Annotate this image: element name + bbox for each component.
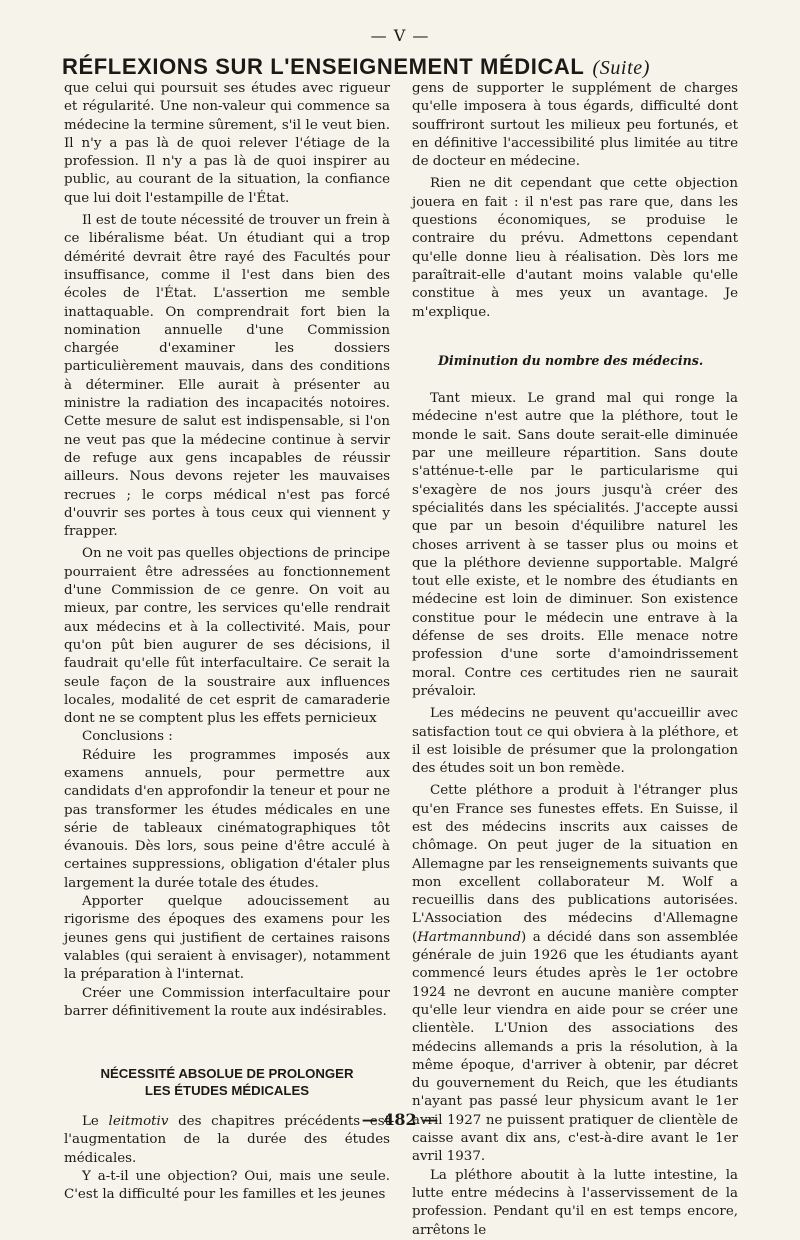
paragraph: Réduire les programmes imposés aux examens annuels, pour permettre aux candidats d'en approfondir la teneur et pour ne pas transformer les études médicales en une série de tableaux cinématographiques tôt évanouis. Dès lors, sous peine d'être acculé à certaines suppressions, obligation d'étaler plus largement la durée totale des études. xyxy=(64,747,390,891)
section-heading-line: NÉCESSITÉ ABSOLUE DE PROLONGER xyxy=(100,1066,354,1082)
paragraph: gens de supporter le supplément de charges qu'elle imposera à tous égards, difficulté dont souffriront surtout les milieux peu fortunés, et en définitive l'accessibilité plus limitée au titre de docteur en médecine. xyxy=(412,81,738,170)
paragraph: que celui qui poursuit ses études avec rigueur et régularité. Une non-valeur qui commence sa médecine la termine sûrement, s'il le veut bien. Il n'y a pas là de quoi relever l'étiage de la profession. Il n'y a pas là de quoi inspirer au public, au courant de la situation, la confiance que lui doit l'estampille de l'État. xyxy=(64,81,390,206)
conclusions-label: Conclusions : xyxy=(82,729,173,745)
title-text: RÉFLEXIONS SUR L'ENSEIGNEMENT MÉDICAL xyxy=(62,54,585,79)
left-column xyxy=(64,80,390,1205)
paragraph: Créer une Commission interfacultaire pour barrer définitivement la route aux indésirables. xyxy=(64,985,390,1019)
subheading: Diminution du nombre des médecins. xyxy=(438,352,704,368)
text-run: Cette pléthore a produit à l'étranger plus qu'en France ses funestes effets. En Suisse, il est des médecins inscrits aux caisses de chômage. On peut juger de la situation en Allemagne par les renseignements suivants que mon excellent collaborateur M. Wolf a recueillis dans des publications autorisées. L'Association des médecins d'Allemagne ( xyxy=(412,783,738,945)
paragraph: La pléthore aboutit à la lutte intestine, la lutte entre médecins à l'asservissement de la profession. Pendant qu'il en est temps encore, arrêtons le xyxy=(412,1167,738,1238)
section-heading xyxy=(64,1065,390,1099)
emphasis: Hartmannbund xyxy=(417,929,521,945)
paragraph: Rien ne dit cependant que cette objection jouera en fait : il n'est pas rare que, dans les questions économiques, se produise le contraire du prévu. Admettons cependant qu'elle donne lieu à réalisation. Dès lors me paraîtrait-elle d'autant moins valable qu'elle constitue à mes yeux un avantage. Je m'explique. xyxy=(412,176,738,320)
section-heading-line: LES ÉTUDES MÉDICALES xyxy=(144,1083,310,1099)
paragraph: Apporter quelque adoucissement au rigorisme des époques des examens pour les jeunes gens qui justifient de certaines raisons valables (qui seraient à envisager), notamment la préparation à l'internat. xyxy=(64,894,390,983)
paragraph: Les médecins ne peuvent qu'accueillir avec satisfaction tout ce qui obviera à la pléthore, et il est loisible de présumer que la prolongation des études soit un bon remède. xyxy=(412,706,738,777)
text-run: ) a décidé dans son assemblée générale de juin 1926 que les étudiants ayant commencé leurs études après le 1er octobre 1924 ne devront en aucune manière compter qu'elle leur viendra en aide pour se créer une clientèle. L'Union des associations des médecins allemands a pris la résolution, à la même époque, d'arriver à obtenir, par décret du gouvernement du Reich, que les étudiants n'ayant pas passé leur physicum avant le 1er avril 1927 ne puissent pratiquer de clientèle de caisse avant dix ans, c'est-à-dire avant le 1er avril 1937. xyxy=(412,929,738,1165)
top-folio: — V — xyxy=(370,26,430,45)
bottom-folio: — 482 — xyxy=(361,1110,439,1129)
article-title xyxy=(62,54,762,80)
text-run: Le xyxy=(82,1114,109,1130)
paragraph: Tant mieux. Le grand mal qui ronge la médecine n'est autre que la pléthore, tout le monde le sait. Sans doute serait-elle diminuée par une meilleure répartition. Sans doute s'atténue-t-elle par le particularisme qui s'exagère de nos jours jusqu'à créer des spécialités dans les spécialités. J'accepte aussi que par un besoin d'équilibre naturel les choses arrivent à se tasser plus ou moins et que la pléthore devienne supportable. Malgré tout elle existe, et le nombre des étudiants en médecine est loin de diminuer. Son existence constitue pour le médecin une entrave à la défense de ses droits. Elle menace notre profession d'une sorte d'amoindrissement moral. Contre ces certitudes rien ne saurait prévaloir. xyxy=(412,391,738,699)
paragraph: On ne voit pas quelles objections de principe pourraient être adressées au fonctionnement d'une Commission de ce genre. On voit au mieux, par contre, les services qu'elle rendrait aux médecins et à la collectivité. Mais, pour qu'on pût bien augurer de ses décisions, il faudrait qu'elle fût interfacultaire. Ce serait la seule façon de la soustraire aux influences locales, modalité de cet esprit de camaraderie dont ne se comptent plus les effets pernicieux xyxy=(64,546,390,727)
paragraph xyxy=(412,782,738,1166)
text-run: des chapitres précédents est l'augmentation de la durée des études médicales. xyxy=(64,1114,390,1166)
emphasis: leitmotiv xyxy=(108,1114,169,1130)
paragraph: Il est de toute nécessité de trouver un frein à ce libéralisme béat. Un étudiant qui a trop démérité devrait être rayé des Facultés pour insuffisance, comme il l'est dans bien des écoles de l'État. L'assertion me semble inattaquable. On comprendrait fort bien la nomination annuelle d'une Commission chargée d'examiner les dossiers particulièrement mauvais, dans des conditions à déterminer. Elle aurait à présenter au ministre la radiation des incapacités notoires. Cette mesure de salut est indispensable, si l'on ne veut pas que la médecine continue à servir de refuge aux gens incapables de réussir ailleurs. Nous devons rejeter les mauvaises recrues ; le corps médical n'est pas forcé d'ouvrir ses portes à tous ceux qui viennent y frapper. xyxy=(64,213,390,540)
right-column xyxy=(412,80,738,1240)
title-suffix: (Suite) xyxy=(592,57,650,79)
paragraph: Y a-t-il une objection? Oui, mais une seule. C'est la difficulté pour les familles et les jeunes xyxy=(64,1169,390,1203)
